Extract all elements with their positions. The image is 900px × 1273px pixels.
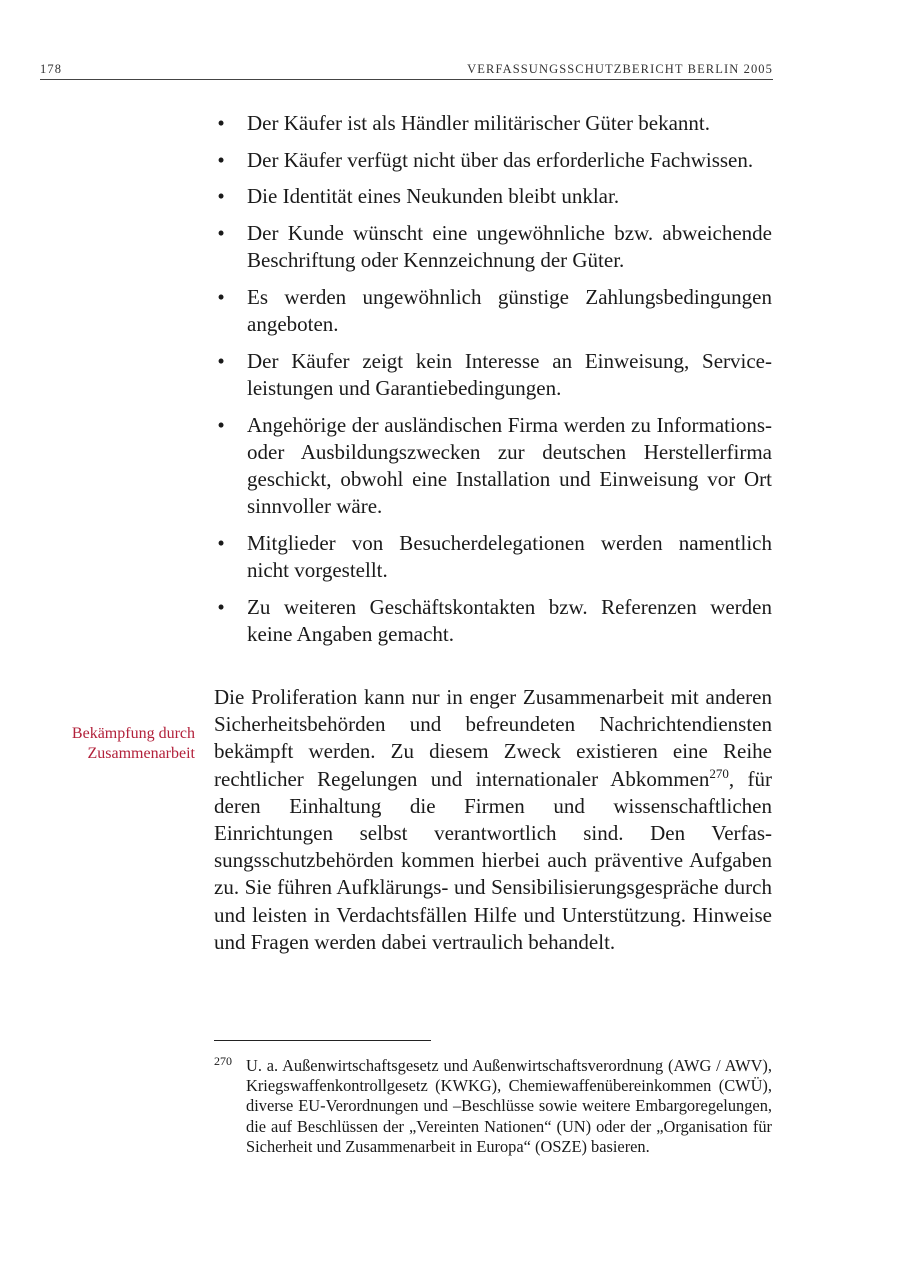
bullet-icon: • bbox=[217, 595, 225, 620]
bullet-item bbox=[214, 220, 772, 274]
bullet-text: Der Kunde wünscht eine ungewöhnliche bzw. abweichende Beschriftung oder Kennzeichnung der Güter. bbox=[247, 221, 772, 273]
indicator-bullet-list bbox=[214, 110, 772, 658]
body-paragraph bbox=[214, 684, 772, 956]
bullet-item bbox=[214, 147, 772, 174]
bullet-item bbox=[214, 183, 772, 210]
bullet-item bbox=[214, 594, 772, 648]
bullet-icon: • bbox=[217, 111, 225, 135]
bullet-item bbox=[214, 530, 772, 584]
footnote-divider bbox=[214, 1040, 431, 1041]
margin-note-line: Bekämpfung durch bbox=[71, 725, 195, 742]
bullet-text: Mitglieder von Besucherdelegationen werden namentlich nicht vorgestellt. bbox=[247, 531, 772, 583]
paragraph-text: , für deren Einhaltung die Firmen und wissenschaftlichen Einrichtungen selbst verantwortlich sind. Den Verfassungsschutzbehörden kommen hierbei auch präventive Aufgaben zu. Sie führen Aufklärungs- und Sensibilisierungsgespräche durch und leisten in Verdachtsfällen Hilfe und Unterstützung. Hinweise und Fragen werden dabei vertraulich behandelt. bbox=[214, 766, 772, 954]
bullet-icon: • bbox=[217, 285, 225, 310]
bullet-icon: • bbox=[217, 412, 225, 437]
bullet-icon: • bbox=[217, 147, 225, 172]
bullet-icon: • bbox=[217, 221, 225, 246]
footnote-number: 270 bbox=[214, 1054, 232, 1068]
bullet-item bbox=[214, 412, 772, 521]
footnote-text: U. a. Außenwirtschaftsgesetz und Außenwirtschaftsverordnung (AWG / AWV), Kriegswaffenkontrollgesetz (KWKG), Chemiewaffenübereinkommen (CWÜ), diverse EU-Verordnungen und –Beschlüsse sowie weitere Embargoregelungen, die auf Beschlüssen der „Vereinten Nationen“ (UN) oder der „Organisation für Sicherheit und Zusammenarbeit in Europa“ (OSZE) basieren. bbox=[246, 1056, 772, 1156]
footnote bbox=[214, 1056, 772, 1157]
bullet-icon: • bbox=[217, 348, 225, 373]
bullet-text: Der Käufer verfügt nicht über das erforderliche Fachwissen. bbox=[247, 147, 754, 172]
bullet-text: Zu weiteren Geschäftskontakten bzw. Referenzen werden keine Angaben gemacht. bbox=[247, 595, 772, 647]
running-head bbox=[40, 62, 773, 78]
bullet-item bbox=[214, 348, 772, 402]
bullet-icon: • bbox=[217, 184, 225, 209]
bullet-text: Der Käufer zeigt kein Interesse an Einweisung, Serviceleistungen und Garantiebedingungen. bbox=[247, 348, 772, 401]
bullet-item bbox=[214, 284, 772, 338]
header-divider bbox=[40, 79, 773, 80]
footnote-reference[interactable]: 270 bbox=[709, 765, 729, 781]
page-number: 178 bbox=[40, 62, 63, 76]
margin-note-line: Zusammenarbeit bbox=[87, 745, 195, 762]
margin-note bbox=[20, 724, 195, 764]
bullet-text: Der Käufer ist als Händler militärischer Güter bekannt. bbox=[247, 111, 710, 135]
paragraph-text: Die Proliferation kann nur in enger Zusammenarbeit mit anderen Sicherheitsbehörden und befreundeten Nachrichtendiensten bekämpft werden. Zu diesem Zweck existieren eine Reihe rechtlicher Regelungen und internationaler Abkommen bbox=[214, 685, 772, 791]
bullet-text: Es werden ungewöhnlich günstige Zahlungsbedingungen angeboten. bbox=[247, 285, 772, 337]
bullet-item bbox=[214, 110, 772, 137]
report-title: VERFASSUNGSSCHUTZBERICHT BERLIN 2005 bbox=[467, 62, 773, 76]
bullet-text: Die Identität eines Neukunden bleibt unklar. bbox=[247, 184, 620, 209]
bullet-icon: • bbox=[217, 531, 225, 556]
bullet-text: Angehörige der ausländischen Firma werden zu Informations- oder Ausbildungszwecken zur deutschen Herstellerfirma geschickt, obwohl eine Installation und Einweisung vor Ort sinnvoller wäre. bbox=[247, 412, 772, 519]
